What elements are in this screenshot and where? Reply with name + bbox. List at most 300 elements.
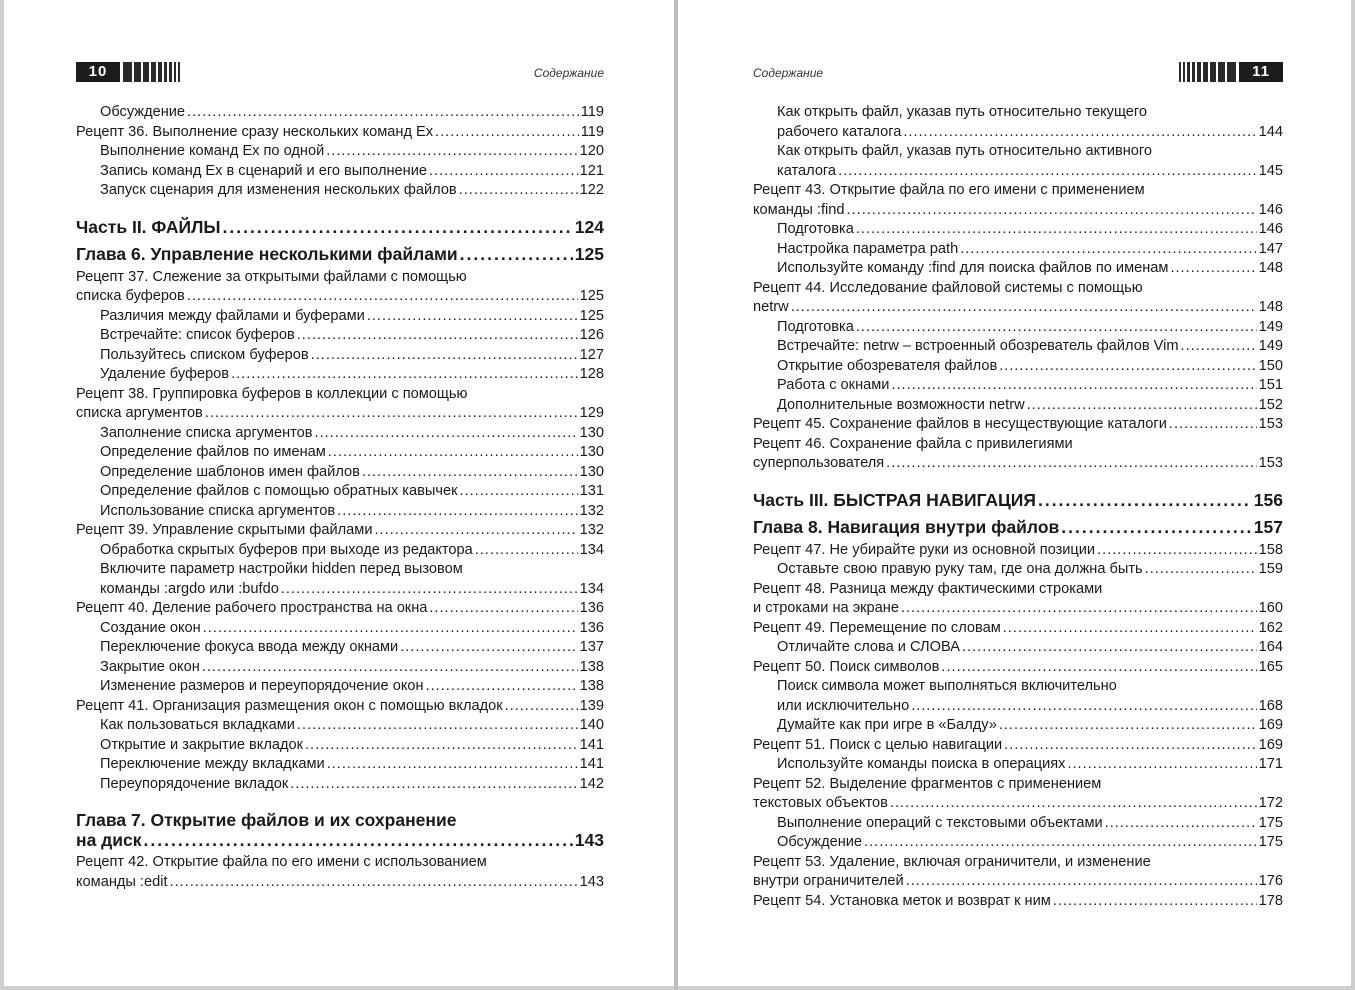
toc-entry bbox=[753, 220, 1283, 240]
toc-heading bbox=[76, 811, 604, 850]
toc-entry-title: Определение файлов по именам bbox=[100, 444, 326, 460]
toc-entry-row bbox=[753, 599, 1283, 619]
toc-entry-row bbox=[777, 337, 1283, 357]
toc-entry bbox=[753, 755, 1283, 775]
toc-entry-page-number: 139 bbox=[579, 697, 604, 714]
dot-leader bbox=[505, 697, 578, 717]
dot-leader bbox=[187, 103, 579, 123]
dot-leader bbox=[1169, 415, 1257, 435]
section-gap bbox=[753, 474, 1283, 491]
toc-entry bbox=[753, 279, 1283, 318]
toc-entry-title: Обсуждение bbox=[100, 104, 186, 120]
toc-entry bbox=[76, 463, 604, 483]
toc-entry-row bbox=[777, 220, 1283, 240]
page-number: 11 bbox=[1239, 62, 1283, 82]
toc-entry-page-number: 136 bbox=[579, 619, 604, 636]
toc-entry-page-number: 136 bbox=[579, 600, 604, 616]
toc-entry bbox=[76, 123, 604, 143]
toc-entry-row bbox=[777, 259, 1283, 279]
toc-heading bbox=[76, 218, 604, 238]
dot-leader bbox=[187, 287, 578, 307]
toc-entry-page-number: 164 bbox=[1258, 639, 1283, 655]
toc-entry bbox=[76, 619, 604, 639]
toc-entry-row bbox=[100, 103, 604, 123]
toc-entry-row bbox=[753, 541, 1283, 561]
toc-entry-title-line: Рецепт 48. Разница между фактическими строками bbox=[753, 580, 1103, 597]
toc-entry bbox=[76, 716, 604, 736]
page-header bbox=[753, 62, 1283, 82]
toc-entry-row bbox=[753, 201, 1283, 221]
toc-entry-page-number: 151 bbox=[1258, 377, 1283, 393]
toc-entry-page-number: 156 bbox=[1253, 489, 1283, 510]
dot-leader bbox=[144, 831, 573, 851]
toc-entry-page-number: 175 bbox=[1258, 814, 1283, 831]
dot-leader bbox=[367, 307, 578, 327]
toc-entry-row bbox=[76, 123, 604, 143]
dot-leader bbox=[1027, 396, 1257, 416]
toc-entry-page-number: 148 bbox=[1258, 260, 1283, 276]
dot-leader bbox=[999, 716, 1257, 736]
toc-entry-page-number: 162 bbox=[1258, 619, 1283, 636]
page-number: 10 bbox=[76, 62, 120, 82]
toc-entry-title: Используйте команды поиска в операциях bbox=[777, 756, 1066, 772]
dot-leader bbox=[400, 638, 577, 658]
toc-entry-title: команды :edit bbox=[76, 873, 168, 890]
toc-entry-title: Рецепт 39. Управление скрытыми файлами bbox=[76, 522, 373, 538]
toc-entry bbox=[76, 162, 604, 182]
dot-leader bbox=[315, 424, 578, 444]
toc-entry bbox=[76, 268, 604, 307]
toc-entry-page-number: 137 bbox=[579, 639, 604, 655]
toc-entry bbox=[76, 181, 604, 201]
toc-entry-row bbox=[100, 736, 604, 756]
toc-entry-row bbox=[100, 326, 604, 346]
toc-entry-page-number: 131 bbox=[579, 483, 604, 499]
toc-entry-title: и строками на экране bbox=[753, 600, 899, 616]
toc-entry-title: Обсуждение bbox=[777, 834, 863, 850]
dot-leader bbox=[326, 142, 577, 162]
toc-entry-title: Настройка параметра path bbox=[777, 240, 959, 257]
toc-entry-title: Как пользоваться вкладками bbox=[100, 717, 295, 733]
toc-entry-page-number: 143 bbox=[574, 829, 604, 850]
toc-entry-page-number: 120 bbox=[579, 143, 604, 159]
toc-entry-row bbox=[100, 580, 604, 600]
toc-entry-row bbox=[100, 365, 604, 385]
toc-entry-page-number: 142 bbox=[579, 775, 604, 792]
toc-entry-title: Изменение размеров и переупорядочение окон bbox=[100, 678, 424, 694]
toc-entry-title-line: Поиск символа может выполняться включительно bbox=[777, 678, 1117, 694]
table-of-contents bbox=[753, 103, 1283, 911]
dot-leader bbox=[459, 181, 578, 201]
toc-entry-page-number: 143 bbox=[579, 873, 604, 890]
toc-entry-page-number: 119 bbox=[580, 123, 604, 140]
toc-entry-row bbox=[100, 619, 604, 639]
dot-leader bbox=[1181, 337, 1257, 357]
toc-entry-page-number: 141 bbox=[579, 736, 604, 753]
dot-leader bbox=[962, 638, 1257, 658]
toc-entry bbox=[76, 103, 604, 123]
dot-leader bbox=[170, 873, 578, 893]
toc-entry-row bbox=[777, 638, 1283, 658]
toc-entry bbox=[753, 435, 1283, 474]
toc-entry-title: Определение файлов с помощью обратных кавычек bbox=[100, 483, 458, 499]
toc-entry bbox=[753, 775, 1283, 814]
toc-entry-title: Рецепт 40. Деление рабочего пространства на окна bbox=[76, 600, 428, 616]
toc-entry-page-number: 124 bbox=[574, 216, 604, 237]
dot-leader bbox=[890, 794, 1257, 814]
toc-entry-row bbox=[100, 162, 604, 182]
toc-entry-page-number: 150 bbox=[1258, 357, 1283, 374]
toc-entry-title: Глава 8. Навигация внутри файлов bbox=[753, 517, 1060, 537]
toc-entry-page-number: 178 bbox=[1258, 892, 1283, 909]
toc-entry bbox=[753, 103, 1283, 142]
toc-entry bbox=[753, 677, 1283, 716]
toc-entry-row bbox=[100, 142, 604, 162]
dot-leader bbox=[290, 775, 577, 795]
dot-leader bbox=[426, 677, 578, 697]
toc-entry-row bbox=[753, 892, 1283, 912]
dot-leader bbox=[1053, 892, 1257, 912]
page-edge bbox=[678, 986, 1355, 990]
toc-entry-title: netrw bbox=[753, 299, 789, 315]
toc-entry-title: Рецепт 50. Поиск символов bbox=[753, 658, 940, 675]
toc-entry-row bbox=[753, 298, 1283, 318]
dot-leader bbox=[906, 872, 1257, 892]
toc-heading bbox=[753, 518, 1283, 538]
toc-entry bbox=[76, 736, 604, 756]
toc-entry-row bbox=[100, 307, 604, 327]
dot-leader bbox=[205, 404, 578, 424]
toc-entry-page-number: 130 bbox=[579, 444, 604, 460]
toc-entry-page-number: 122 bbox=[579, 182, 604, 198]
dot-leader bbox=[223, 218, 573, 238]
dot-leader bbox=[435, 123, 579, 143]
dot-leader bbox=[297, 716, 578, 736]
toc-entry-page-number: 134 bbox=[579, 541, 604, 558]
toc-entry-page-number: 119 bbox=[580, 104, 604, 120]
toc-entry-title: Выполнение команд Ex по одной bbox=[100, 143, 325, 159]
toc-entry-row bbox=[100, 541, 604, 561]
toc-entry-title: Оставьте свою правую руку там, где она должна быть bbox=[777, 561, 1143, 577]
toc-entry bbox=[753, 318, 1283, 338]
toc-entry-title-line: Рецепт 43. Открытие файла по его имени с применением bbox=[753, 182, 1145, 198]
dot-leader bbox=[202, 658, 578, 678]
toc-entry-row bbox=[100, 443, 604, 463]
toc-entry-title-line: Рецепт 46. Сохранение файла с привилегиями bbox=[753, 435, 1073, 452]
toc-entry-row bbox=[777, 240, 1283, 260]
toc-entry-title: команды :argdo или :bufdo bbox=[100, 580, 279, 597]
section-gap bbox=[76, 794, 604, 811]
toc-entry bbox=[76, 346, 604, 366]
toc-entry-row bbox=[100, 502, 604, 522]
dot-leader bbox=[886, 454, 1256, 474]
toc-entry-page-number: 145 bbox=[1258, 162, 1283, 179]
toc-entry-title: Часть III. БЫСТРАЯ НАВИГАЦИЯ bbox=[753, 489, 1036, 510]
toc-entry-title: Рецепт 51. Поиск с целью навигации bbox=[753, 736, 1003, 753]
toc-entry bbox=[753, 337, 1283, 357]
toc-entry-row bbox=[100, 424, 604, 444]
toc-entry-row bbox=[777, 357, 1283, 377]
dot-leader bbox=[459, 482, 577, 502]
dot-leader bbox=[1003, 619, 1257, 639]
toc-entry-page-number: 125 bbox=[574, 244, 604, 264]
toc-entry-title: Рецепт 41. Организация размещения окон с помощью вкладок bbox=[76, 697, 503, 714]
left-page bbox=[0, 0, 676, 990]
toc-entry-row bbox=[100, 181, 604, 201]
toc-entry bbox=[76, 521, 604, 541]
dot-leader bbox=[374, 521, 577, 541]
toc-entry-page-number: 175 bbox=[1258, 834, 1283, 850]
toc-entry-row bbox=[753, 619, 1283, 639]
toc-entry bbox=[753, 560, 1283, 580]
toc-entry-title: текстовых объектов bbox=[753, 795, 888, 811]
toc-entry bbox=[753, 357, 1283, 377]
dot-leader bbox=[231, 365, 578, 385]
toc-entry-title: Отличайте слова и СЛОВА bbox=[777, 639, 960, 655]
toc-entry bbox=[76, 424, 604, 444]
toc-entry-row bbox=[777, 318, 1283, 338]
toc-entry bbox=[753, 181, 1283, 220]
toc-entry-row bbox=[753, 415, 1283, 435]
toc-entry-title: Различия между файлами и буферами bbox=[100, 307, 365, 324]
toc-entry-row bbox=[76, 245, 604, 265]
toc-entry bbox=[753, 541, 1283, 561]
toc-entry bbox=[753, 892, 1283, 912]
toc-entry-title: Рецепт 36. Выполнение сразу нескольких команд Ex bbox=[76, 123, 434, 140]
dot-leader bbox=[864, 833, 1257, 853]
toc-entry-title: Открытие и закрытие вкладок bbox=[100, 736, 303, 753]
toc-entry-title: суперпользователя bbox=[753, 455, 885, 471]
toc-entry-page-number: 149 bbox=[1258, 318, 1283, 335]
toc-entry-row bbox=[100, 716, 604, 736]
toc-entry-page-number: 176 bbox=[1258, 873, 1283, 889]
toc-entry-title: внутри ограничителей bbox=[753, 873, 904, 889]
table-of-contents bbox=[76, 103, 604, 892]
toc-entry bbox=[76, 142, 604, 162]
dot-leader bbox=[911, 697, 1256, 717]
toc-entry bbox=[76, 502, 604, 522]
toc-entry-title: Подготовка bbox=[777, 318, 854, 335]
toc-entry-page-number: 138 bbox=[579, 658, 604, 675]
toc-entry-title: списка буферов bbox=[76, 288, 185, 304]
toc-entry-page-number: 126 bbox=[579, 327, 604, 343]
toc-entry-row bbox=[753, 794, 1283, 814]
toc-entry-title: Используйте команду :find для поиска файлов по именам bbox=[777, 260, 1169, 276]
toc-entry-row bbox=[753, 658, 1283, 678]
toc-entry bbox=[753, 580, 1283, 619]
toc-entry bbox=[753, 376, 1283, 396]
toc-entry-title-line: Рецепт 44. Исследование файловой системы с помощью bbox=[753, 279, 1143, 296]
dot-leader bbox=[203, 619, 578, 639]
toc-entry bbox=[76, 307, 604, 327]
dot-leader bbox=[327, 755, 578, 775]
dot-leader bbox=[460, 245, 573, 265]
dot-leader bbox=[1004, 736, 1256, 756]
toc-entry-page-number: 144 bbox=[1258, 123, 1283, 140]
right-page bbox=[676, 0, 1355, 990]
page-edge bbox=[1351, 0, 1355, 990]
toc-entry-row bbox=[777, 560, 1283, 580]
toc-entry bbox=[753, 142, 1283, 181]
toc-entry bbox=[753, 259, 1283, 279]
toc-entry-page-number: 128 bbox=[579, 366, 604, 382]
toc-entry-page-number: 153 bbox=[1258, 416, 1283, 432]
toc-entry-page-number: 138 bbox=[579, 678, 604, 694]
toc-entry-row bbox=[777, 814, 1283, 834]
toc-entry-page-number: 168 bbox=[1258, 697, 1283, 714]
toc-entry bbox=[76, 560, 604, 599]
dot-leader bbox=[337, 502, 577, 522]
toc-entry-title-line: Рецепт 38. Группировка буферов в коллекции с помощью bbox=[76, 385, 468, 402]
toc-entry-title: Работа с окнами bbox=[777, 377, 890, 393]
toc-entry-row bbox=[753, 454, 1283, 474]
dot-leader bbox=[941, 658, 1256, 678]
toc-entry-title: Использование списка аргументов bbox=[100, 502, 336, 519]
toc-entry-page-number: 160 bbox=[1258, 600, 1283, 616]
toc-entry-row bbox=[777, 162, 1283, 182]
toc-entry bbox=[76, 697, 604, 717]
toc-entry bbox=[753, 658, 1283, 678]
toc-entry-title: рабочего каталога bbox=[777, 123, 902, 140]
toc-entry-title: Определение шаблонов имен файлов bbox=[100, 463, 360, 480]
toc-entry-row bbox=[76, 404, 604, 424]
running-title: Содержание bbox=[533, 66, 604, 80]
dot-leader bbox=[856, 318, 1257, 338]
toc-entry bbox=[753, 736, 1283, 756]
toc-entry-page-number: 171 bbox=[1258, 756, 1283, 772]
toc-entry-title: Заполнение списка аргументов bbox=[100, 424, 313, 441]
toc-entry-page-number: 130 bbox=[579, 424, 604, 441]
toc-entry bbox=[76, 658, 604, 678]
toc-entry-row bbox=[100, 775, 604, 795]
toc-entry-title: каталога bbox=[777, 162, 837, 179]
toc-entry-row bbox=[76, 218, 604, 238]
toc-entry bbox=[76, 385, 604, 424]
toc-entry-page-number: 146 bbox=[1258, 201, 1283, 218]
toc-entry-row bbox=[753, 872, 1283, 892]
toc-entry-row bbox=[777, 755, 1283, 775]
toc-entry-row bbox=[777, 123, 1283, 143]
toc-entry-row bbox=[777, 396, 1283, 416]
header-bars-decoration bbox=[1177, 62, 1236, 82]
toc-entry bbox=[753, 716, 1283, 736]
dot-leader bbox=[891, 376, 1256, 396]
toc-entry-row bbox=[777, 716, 1283, 736]
dot-leader bbox=[362, 463, 578, 483]
toc-entry bbox=[76, 326, 604, 346]
toc-entry-title: Глава 6. Управление несколькими файлами bbox=[76, 244, 458, 264]
toc-entry-title-line: Включите параметр настройки hidden перед вызовом bbox=[100, 561, 463, 577]
toc-entry-page-number: 132 bbox=[579, 522, 604, 538]
toc-entry bbox=[753, 415, 1283, 435]
dot-leader bbox=[281, 580, 578, 600]
toc-entry-page-number: 121 bbox=[579, 162, 604, 179]
toc-heading bbox=[753, 491, 1283, 511]
dot-leader bbox=[999, 357, 1256, 377]
toc-entry-row bbox=[100, 677, 604, 697]
toc-entry-page-number: 134 bbox=[579, 580, 604, 597]
toc-entry-page-number: 152 bbox=[1258, 396, 1283, 413]
toc-entry-row bbox=[753, 491, 1283, 511]
toc-entry-title-line: Рецепт 53. Удаление, включая ограничители, и изменение bbox=[753, 853, 1151, 870]
toc-entry-title: команды :find bbox=[753, 201, 845, 218]
toc-entry bbox=[753, 814, 1283, 834]
toc-entry-page-number: 129 bbox=[579, 405, 604, 421]
toc-entry bbox=[76, 365, 604, 385]
toc-entry bbox=[753, 638, 1283, 658]
toc-entry-page-number: 146 bbox=[1258, 221, 1283, 237]
page-header bbox=[76, 62, 604, 82]
toc-entry-title: Часть II. ФАЙЛЫ bbox=[76, 216, 221, 237]
toc-entry-title: Встречайте: netrw – встроенный обозреватель файлов Vim bbox=[777, 338, 1179, 354]
toc-entry bbox=[753, 396, 1283, 416]
toc-entry bbox=[76, 443, 604, 463]
toc-entry bbox=[76, 541, 604, 561]
dot-leader bbox=[328, 443, 578, 463]
toc-entry bbox=[76, 853, 604, 892]
dot-leader bbox=[1067, 755, 1256, 775]
toc-entry-row bbox=[777, 376, 1283, 396]
page-edge bbox=[0, 0, 4, 990]
toc-entry-row bbox=[100, 482, 604, 502]
toc-entry bbox=[76, 755, 604, 775]
dot-leader bbox=[847, 201, 1257, 221]
toc-entry-row bbox=[100, 638, 604, 658]
dot-leader bbox=[1170, 259, 1256, 279]
dot-leader bbox=[901, 599, 1257, 619]
toc-entry-page-number: 127 bbox=[579, 346, 604, 363]
toc-entry-page-number: 147 bbox=[1258, 240, 1283, 257]
toc-entry bbox=[76, 599, 604, 619]
dot-leader bbox=[305, 736, 578, 756]
toc-entry-title: Переключение фокуса ввода между окнами bbox=[100, 639, 399, 655]
toc-entry-title-line: Глава 7. Открытие файлов и их сохранение bbox=[76, 810, 457, 830]
header-bars-decoration bbox=[123, 62, 182, 82]
toc-entry bbox=[76, 482, 604, 502]
toc-entry-title: Пользуйтесь списком буферов bbox=[100, 346, 309, 363]
dot-leader bbox=[311, 346, 578, 366]
toc-entry-page-number: 148 bbox=[1258, 299, 1283, 315]
toc-entry-title: Создание окон bbox=[100, 619, 201, 636]
dot-leader bbox=[903, 123, 1256, 143]
dot-leader bbox=[475, 541, 578, 561]
toc-entry-page-number: 153 bbox=[1258, 455, 1283, 471]
toc-entry-page-number: 130 bbox=[579, 463, 604, 480]
section-gap bbox=[76, 201, 604, 218]
toc-entry-title: Рецепт 47. Не убирайте руки из основной позиции bbox=[753, 541, 1096, 558]
toc-entry-title: Встречайте: список буферов bbox=[100, 327, 295, 343]
toc-entry bbox=[753, 853, 1283, 892]
toc-entry-title: Дополнительные возможности netrw bbox=[777, 396, 1025, 413]
toc-entry-title: Рецепт 45. Сохранение файлов в несуществующие каталоги bbox=[753, 416, 1167, 432]
dot-leader bbox=[838, 162, 1257, 182]
toc-entry-row bbox=[100, 755, 604, 775]
toc-entry-page-number: 165 bbox=[1258, 658, 1283, 675]
running-title: Содержание bbox=[753, 66, 824, 80]
toc-entry-row bbox=[76, 873, 604, 893]
dot-leader bbox=[297, 326, 578, 346]
toc-entry-title-line: Как открыть файл, указав путь относительно текущего bbox=[777, 104, 1148, 120]
toc-entry-title: Обработка скрытых буферов при выходе из редактора bbox=[100, 541, 473, 558]
toc-entry-row bbox=[76, 697, 604, 717]
toc-entry-title-line: Рецепт 52. Выделение фрагментов с применением bbox=[753, 775, 1102, 792]
toc-entry-row bbox=[777, 697, 1283, 717]
dot-leader bbox=[1097, 541, 1257, 561]
toc-entry-row bbox=[100, 463, 604, 483]
toc-entry-page-number: 140 bbox=[579, 717, 604, 733]
toc-entry-title: Удаление буферов bbox=[100, 366, 230, 382]
toc-entry-row bbox=[76, 599, 604, 619]
